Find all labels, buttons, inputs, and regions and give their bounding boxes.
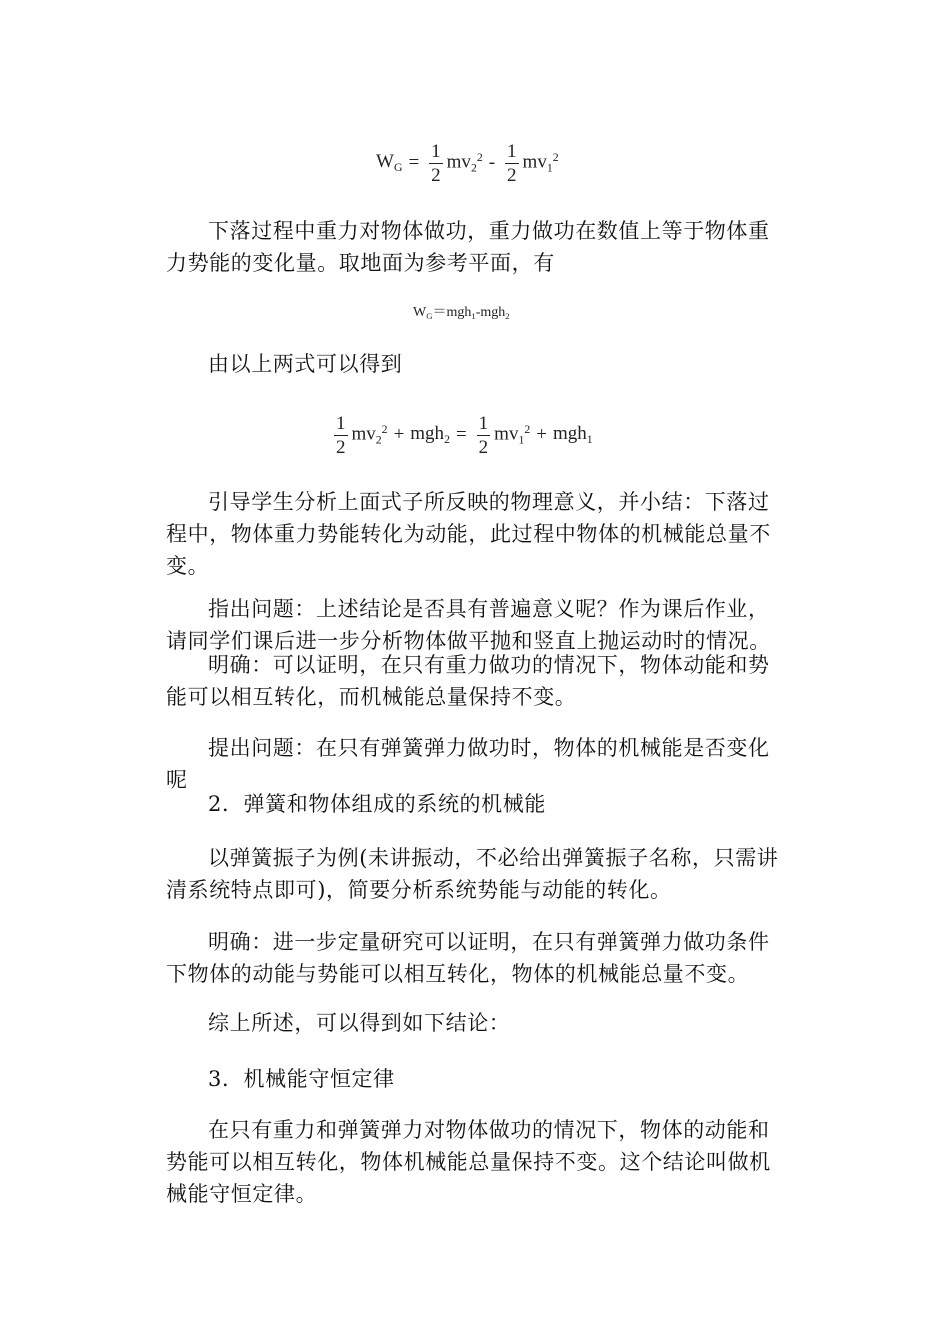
plus-sign: + xyxy=(536,424,547,445)
fraction-half: $\frac{1}{2}$ xyxy=(478,412,489,458)
equals-sign: = xyxy=(408,152,420,173)
section-heading-3: 3．机械能守恒定律 xyxy=(208,1067,395,1091)
paragraph: 在只有重力和弹簧弹力对物体做功的情况下，物体的动能和势能可以相互转化，物体机械能总量保持不变。这个结论叫做机械能守恒定律。 xyxy=(166,1118,771,1206)
formula-term: $mv_1^2$ xyxy=(494,422,531,447)
formula-term: $mv_2^2$ xyxy=(351,422,388,447)
plus-sign: + xyxy=(393,424,405,445)
section-heading-2: 2．弹簧和物体组成的系统的机械能 xyxy=(208,792,546,816)
paragraph: 由以上两式可以得到 xyxy=(208,352,403,376)
minus-sign: - xyxy=(488,152,496,173)
formula-term: $mv_1^2$ xyxy=(522,150,559,175)
equals-sign: = xyxy=(455,424,467,445)
formula-term: mgh$_2$ xyxy=(410,422,450,447)
fraction-half: $\frac{1}{2}$ xyxy=(431,140,441,186)
formula-term: mgh$_1$ xyxy=(552,422,593,447)
formula-work-energy xyxy=(376,133,559,193)
fraction-half: $\frac{1}{2}$ xyxy=(336,412,346,458)
fraction-half: $\frac{1}{2}$ xyxy=(507,140,517,186)
formula-energy-conservation xyxy=(330,405,593,465)
paragraph: 引导学生分析上面式子所反映的物理意义，并小结：下落过程中，物体重力势能转化为动能，此过程中物体的机械能总量不变。 xyxy=(166,490,771,578)
formula-gravity-work: $W_G=mgh_1-mgh_2$ xyxy=(413,305,510,322)
paragraph: 以弹簧振子为例(未讲振动，不必给出弹簧振子名称，只需讲清系统特点即可)，简要分析系统势能与动能的转化。 xyxy=(166,846,779,902)
paragraph: 明确：可以证明，在只有重力做功的情况下，物体动能和势能可以相互转化，而机械能总量保持不变。 xyxy=(166,653,770,709)
paragraph: 提出问题：在只有弹簧弹力做功时，物体的机械能是否变化呢 xyxy=(166,736,770,792)
paragraph: 明确：进一步定量研究可以证明，在只有弹簧弹力做功条件下物体的动能与势能可以相互转化，物体的机械能总量不变。 xyxy=(166,930,770,986)
paragraph: 指出问题：上述结论是否具有普遍意义呢？作为课后作业，请同学们课后进一步分析物体做平抛和竖直上抛运动时的情况。 xyxy=(166,597,771,653)
formula-lhs: $W_G$ xyxy=(376,150,403,175)
paragraph: 下落过程中重力对物体做功，重力做功在数值上等于物体重力势能的变化量。取地面为参考平面，有 xyxy=(166,219,770,275)
formula-term: $mv_2^2$ xyxy=(446,150,483,175)
paragraph: 综上所述，可以得到如下结论： xyxy=(208,1011,511,1035)
